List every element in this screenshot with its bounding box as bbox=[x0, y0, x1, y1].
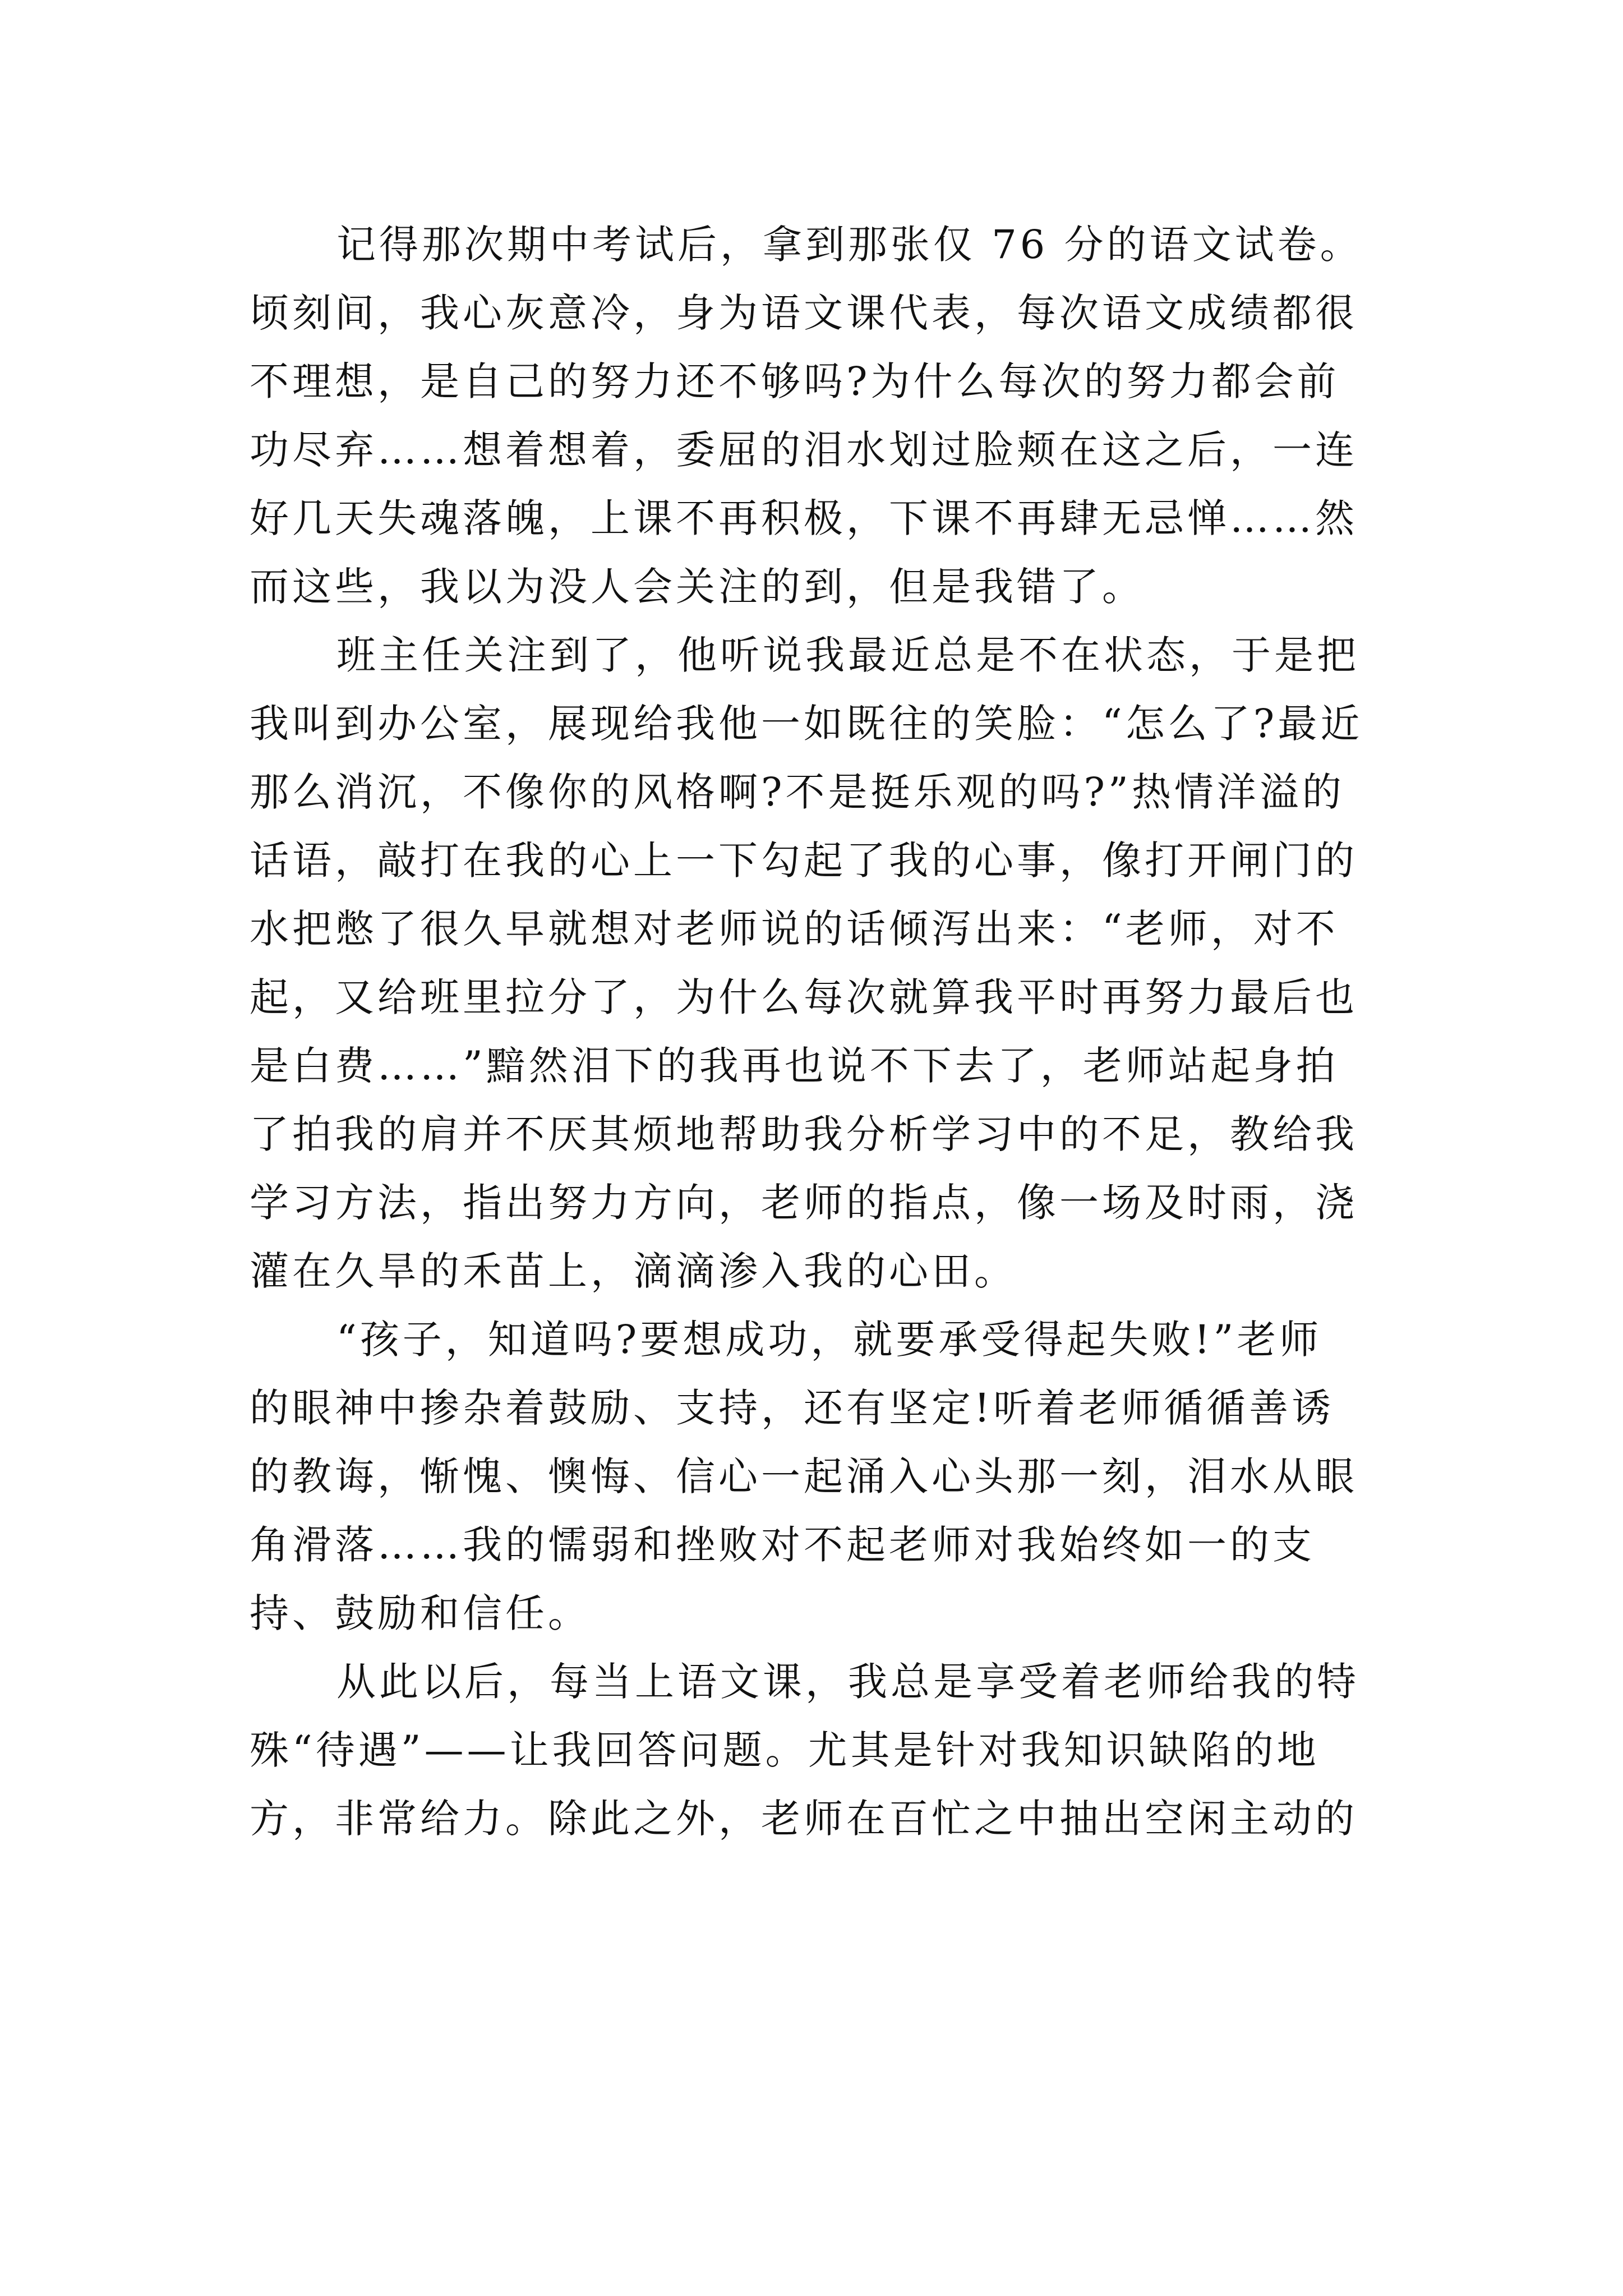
text-line: 角滑落……我的懦弱和挫败对不起老师对我始终如一的支 bbox=[250, 1522, 1315, 1568]
text-line: 的教诲，惭愧、懊悔、信心一起涌入心头那一刻，泪水从眼 bbox=[250, 1453, 1358, 1499]
paragraph-special-treatment bbox=[250, 1648, 1394, 1853]
text-line: 班主任关注到了，他听说我最近总是不在状态，于是把 bbox=[336, 632, 1359, 678]
text-line: “孩子，知道吗?要想成功，就要承受得起失败!”老师 bbox=[336, 1317, 1322, 1363]
text-line: 水把憋了很久早就想对老师说的话倾泻出来：“老师，对不 bbox=[250, 906, 1339, 952]
text-line: 学习方法，指出努力方向，老师的指点，像一场及时雨，浇 bbox=[250, 1180, 1358, 1226]
document-body bbox=[250, 210, 1394, 1853]
text-line: 而这些，我以为没人会关注的到，但是我错了。 bbox=[250, 564, 1145, 610]
text-line: 那么消沉，不像你的风格啊?不是挺乐观的吗?”热情洋溢的 bbox=[250, 769, 1345, 815]
text-line: 方，非常给力。除此之外，老师在百忙之中抽出空闲主动的 bbox=[250, 1796, 1358, 1842]
text-line: 顷刻间，我心灰意冷，身为语文课代表，每次语文成绩都很 bbox=[250, 290, 1358, 336]
text-line: 不理想，是自己的努力还不够吗?为什么每次的努力都会前 bbox=[250, 358, 1340, 404]
text-line: 殊“待遇”——让我回答问题。尤其是针对我知识缺陷的地 bbox=[250, 1727, 1320, 1773]
text-line: 灌在久旱的禾苗上，滴滴渗入我的心田。 bbox=[250, 1248, 1017, 1294]
text-line: 持、鼓励和信任。 bbox=[250, 1590, 591, 1636]
text-line: 了拍我的肩并不厌其烦地帮助我分析学习中的不足，教给我 bbox=[250, 1111, 1358, 1157]
text-line: 话语，敲打在我的心上一下勾起了我的心事，像打开闸门的 bbox=[250, 838, 1358, 884]
paragraph-exam-result bbox=[250, 210, 1394, 621]
text-line: 功尽弃……想着想着，委屈的泪水划过脸颊在这之后，一连 bbox=[250, 427, 1358, 473]
text-line: 我叫到办公室，展现给我他一如既往的笑脸：“怎么了?最近 bbox=[250, 701, 1363, 747]
text-line: 从此以后，每当上语文课，我总是享受着老师给我的特 bbox=[336, 1659, 1359, 1705]
text-line: 记得那次期中考试后，拿到那张仅 76 分的语文试卷。 bbox=[336, 222, 1363, 268]
paragraph-teacher-talk bbox=[250, 621, 1394, 1305]
paragraph-encouragement bbox=[250, 1305, 1394, 1648]
text-line: 的眼神中掺杂着鼓励、支持，还有坚定!听着老师循循善诱 bbox=[250, 1385, 1335, 1431]
text-line: 起，又给班里拉分了，为什么每次就算我平时再努力最后也 bbox=[250, 974, 1358, 1020]
text-line: 是白费……”黯然泪下的我再也说不下去了，老师站起身拍 bbox=[250, 1043, 1339, 1089]
text-line: 好几天失魂落魄，上课不再积极，下课不再肆无忌惮……然 bbox=[250, 495, 1358, 541]
